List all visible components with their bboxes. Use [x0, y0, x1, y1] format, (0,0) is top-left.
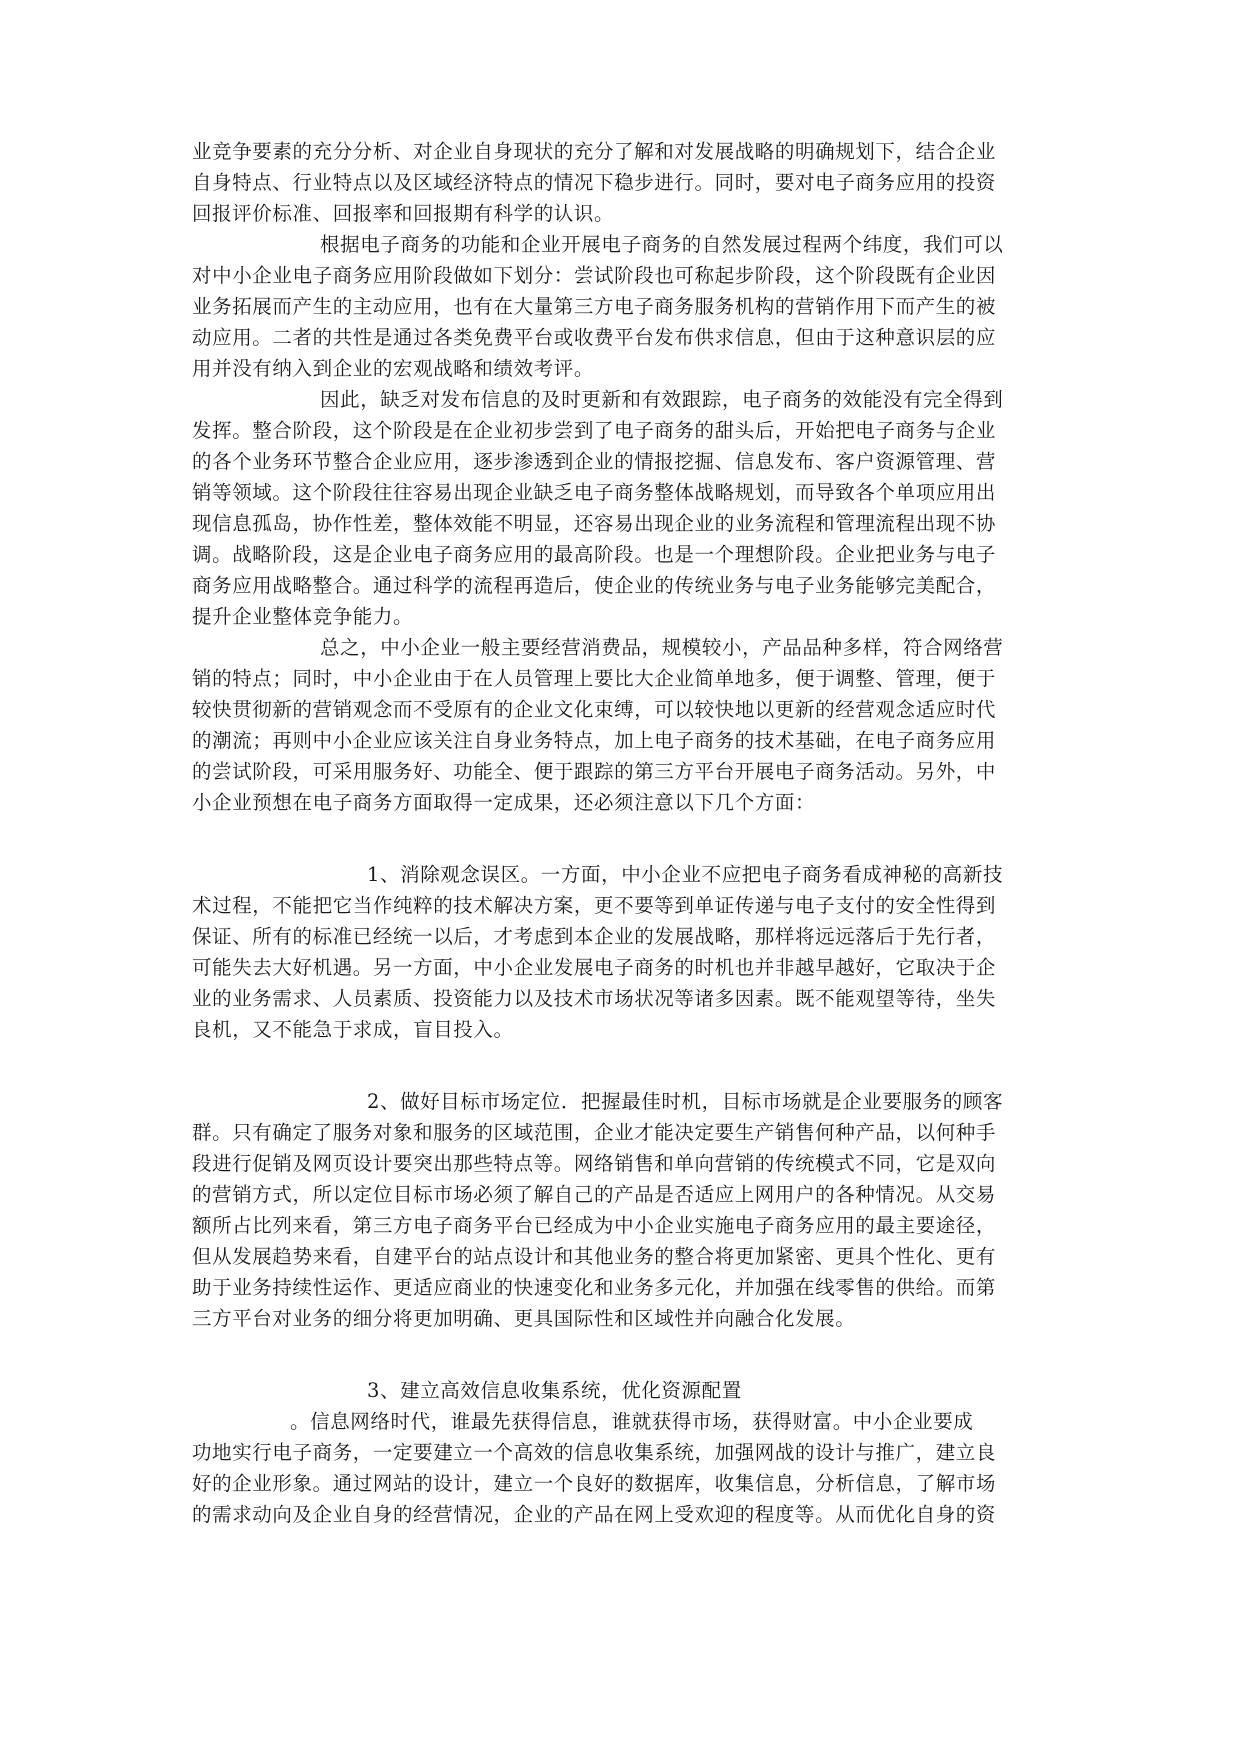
text-line: 对中小企业电子商务应用阶段做如下划分：尝试阶段也可称起步阶段，这个阶段既有企业因	[192, 264, 997, 287]
text-line: 业务拓展而产生的主动应用，也有在大量第三方电子商务服务机构的营销作用下而产生的被	[192, 295, 997, 318]
text-line: 小企业预想在电子商务方面取得一定成果，还必须注意以下几个方面：	[192, 791, 816, 814]
text-line: 销的特点；同时，中小企业由于在人员管理上要比大企业简单地多，便于调整、管理，便于	[192, 667, 997, 690]
text-line: 用并没有纳入到企业的宏观战略和绩效考评。	[192, 357, 595, 380]
text-line: 良机，又不能急于求成，盲目投入。	[192, 1018, 514, 1041]
text-line: 现信息孤岛，协作性差，整体效能不明显，还容易出现企业的业务流程和管理流程出现不协	[192, 512, 997, 535]
text-line: 的需求动向及企业自身的经营情况，企业的产品在网上受欢迎的程度等。从而优化自身的资	[192, 1503, 997, 1526]
paragraph-first-line: 总之，中小企业一般主要经营消费品，规模较小，产品品种多样，符合网络营	[320, 636, 1004, 659]
text-line: 动应用。二者的共性是通过各类免费平台或收费平台发布供求信息，但由于这种意识层的应	[192, 326, 997, 349]
text-line: 好的企业形象。通过网站的设计，建立一个良好的数据库，收集信息，分析信息，了解市场	[192, 1472, 997, 1495]
text-line: 助于业务持续性运作、更适应商业的快速变化和业务多元化，并加强在线零售的供给。而第	[192, 1276, 997, 1299]
text-line: 的各个业务环节整合企业应用，逐步渗透到企业的情报挖掘、信息发布、客户资源管理、营	[192, 450, 997, 473]
text-line: 的尝试阶段，可采用服务好、功能全、便于跟踪的第三方平台开展电子商务活动。另外，中	[192, 760, 997, 783]
text-line: 业竞争要素的充分分析、对企业自身现状的充分了解和对发展战略的明确规划下，结合企业	[192, 140, 997, 163]
paragraph-first-line: 根据电子商务的功能和企业开展电子商务的自然发展过程两个纬度，我们可以	[320, 233, 1004, 256]
text-line: 自身特点、行业特点以及区域经济特点的情况下稳步进行。同时，要对电子商务应用的投资	[192, 171, 997, 194]
paragraph-first-line: 。信息网络时代，谁最先获得信息，谁就获得市场，获得财富。中小企业要成	[290, 1410, 974, 1433]
text-line: 功地实行电子商务，一定要建立一个高效的信息收集系统，加强网战的设计与推广，建立良	[192, 1441, 997, 1464]
text-line: 调。战略阶段，这是企业电子商务应用的最高阶段。也是一个理想阶段。企业把业务与电子	[192, 543, 997, 566]
section-heading-line: 2、做好目标市场定位．把握最佳时机，目标市场就是企业要服务的顾客	[367, 1090, 1004, 1113]
text-line: 较快贯彻新的营销观念而不受原有的企业文化束缚，可以较快地以更新的经营观念适应时代	[192, 698, 997, 721]
text-line: 的潮流；再则中小企业应该关注自身业务特点，加上电子商务的技术基础，在电子商务应用	[192, 729, 997, 752]
text-line: 回报评价标准、回报率和回报期有科学的认识。	[192, 202, 615, 225]
text-line: 发挥。整合阶段，这个阶段是在企业初步尝到了电子商务的甜头后，开始把电子商务与企业	[192, 419, 997, 442]
text-line: 保证、所有的标准已经统一以后，才考虑到本企业的发展战略，那样将远远落后于先行者，	[192, 925, 997, 948]
text-line: 三方平台对业务的细分将更加明确、更具国际性和区域性并向融合化发展。	[192, 1307, 856, 1330]
paragraph-first-line: 因此，缺乏对发布信息的及时更新和有效跟踪，电子商务的效能没有完全得到	[320, 388, 1004, 411]
text-line: 额所占比列来看，第三方电子商务平台已经成为中小企业实施电子商务应用的最主要途径，	[192, 1214, 997, 1237]
text-line: 提升企业整体竞争能力。	[192, 605, 414, 628]
text-line: 销等领域。这个阶段往往容易出现企业缺乏电子商务整体战略规划，而导致各个单项应用出	[192, 481, 997, 504]
section-heading-line: 1、消除观念误区。一方面，中小企业不应把电子商务看成神秘的高新技	[367, 863, 1004, 886]
text-line: 商务应用战略整合。通过科学的流程再造后，使企业的传统业务与电子业务能够完美配合，	[192, 574, 997, 597]
text-line: 群。只有确定了服务对象和服务的区域范围，企业才能决定要生产销售何种产品，以何种手	[192, 1121, 997, 1144]
text-line: 可能失去大好机遇。另一方面，中小企业发展电子商务的时机也并非越早越好，它取决于企	[192, 956, 997, 979]
text-line: 术过程，不能把它当作纯粹的技术解决方案，更不要等到单证传递与电子支付的安全性得到	[192, 894, 997, 917]
section-heading-line: 3、建立高效信息收集系统，优化资源配置	[367, 1379, 742, 1402]
text-line: 但从发展趋势来看，自建平台的站点设计和其他业务的整合将更加紧密、更具个性化、更有	[192, 1245, 997, 1268]
text-line: 业的业务需求、人员素质、投资能力以及技术市场状况等诸多因素。既不能观望等待，坐失	[192, 987, 997, 1010]
text-line: 段进行促销及网页设计要突出那些特点等。网络销售和单向营销的传统模式不同，它是双向	[192, 1152, 997, 1175]
text-line: 的营销方式，所以定位目标市场必须了解自己的产品是否适应上网用户的各种情况。从交易	[192, 1183, 997, 1206]
